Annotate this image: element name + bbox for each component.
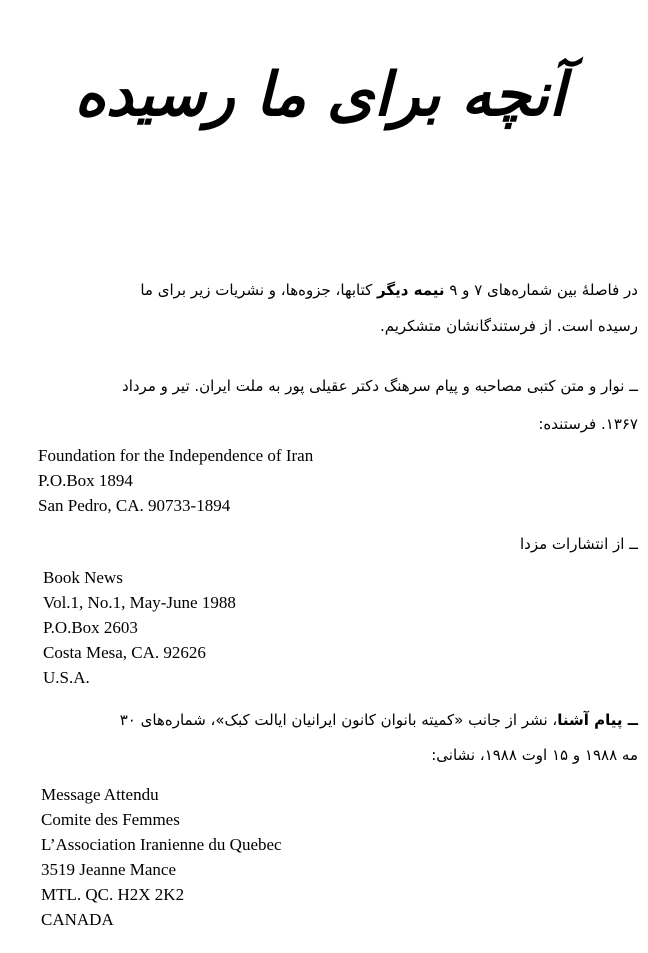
address-line: Vol.1, No.1, May-June 1988 (43, 593, 236, 612)
address-line: Foundation for the Independence of Iran (38, 446, 314, 465)
entry-3-address (41, 782, 282, 932)
intro-line-1 (140, 276, 638, 304)
entry-3-line-1-rest: ، نشر از جانب «کمیته بانوان کانون ایرانیان ایالت کبک»، شماره‌های ۳۰ (119, 711, 558, 729)
address-line: CANADA (41, 910, 114, 929)
intro-line-2: رسیده است. از فرستندگانشان متشکریم. (379, 317, 638, 335)
address-line: Message Attendu (41, 785, 159, 804)
entry-3-line-2: مه ۱۹۸۸ و ۱۵ اوت ۱۹۸۸، نشانی: (431, 746, 638, 764)
entry-3-bold-title: ــ پیام آشنا (557, 711, 638, 729)
entry-1-address (38, 443, 313, 518)
address-line: San Pedro, CA. 90733-1894 (38, 496, 231, 515)
address-line: L’Association Iranienne du Quebec (41, 835, 282, 854)
entry-3-line-1 (120, 706, 638, 734)
entry-1-line-1: ــ نوار و متن کتبی مصاحبه و پیام سرهنگ دکتر عقیلی پور به ملت ایران. تیر و مرداد (122, 377, 638, 395)
entry-1-line-2: ۱۳۶۷. فرستنده: (538, 415, 638, 433)
entry-2-address (43, 565, 236, 690)
address-line: Comite des Femmes (41, 810, 180, 829)
address-line: MTL. QC. H2X 2K2 (41, 885, 185, 904)
intro-line-1-b: کتابها، جزوه‌ها، و نشریات زیر برای ما (140, 281, 378, 299)
page-title: آنچه برای ما رسیده (74, 60, 566, 130)
intro-bold-title: نیمه دیگر (377, 281, 445, 299)
intro-line-1-a: در فاصلهٔ بین شماره‌های ۷ و ۹ (444, 281, 638, 299)
address-line: P.O.Box 1894 (38, 471, 133, 490)
address-line: 3519 Jeanne Mance (41, 860, 177, 879)
address-line: Book News (43, 568, 123, 587)
address-line: Costa Mesa, CA. 92626 (43, 643, 206, 662)
address-line: P.O.Box 2603 (43, 618, 138, 637)
address-line: U.S.A. (43, 668, 90, 687)
entry-2-line-1: ــ از انتشارات مزدا (519, 535, 638, 553)
